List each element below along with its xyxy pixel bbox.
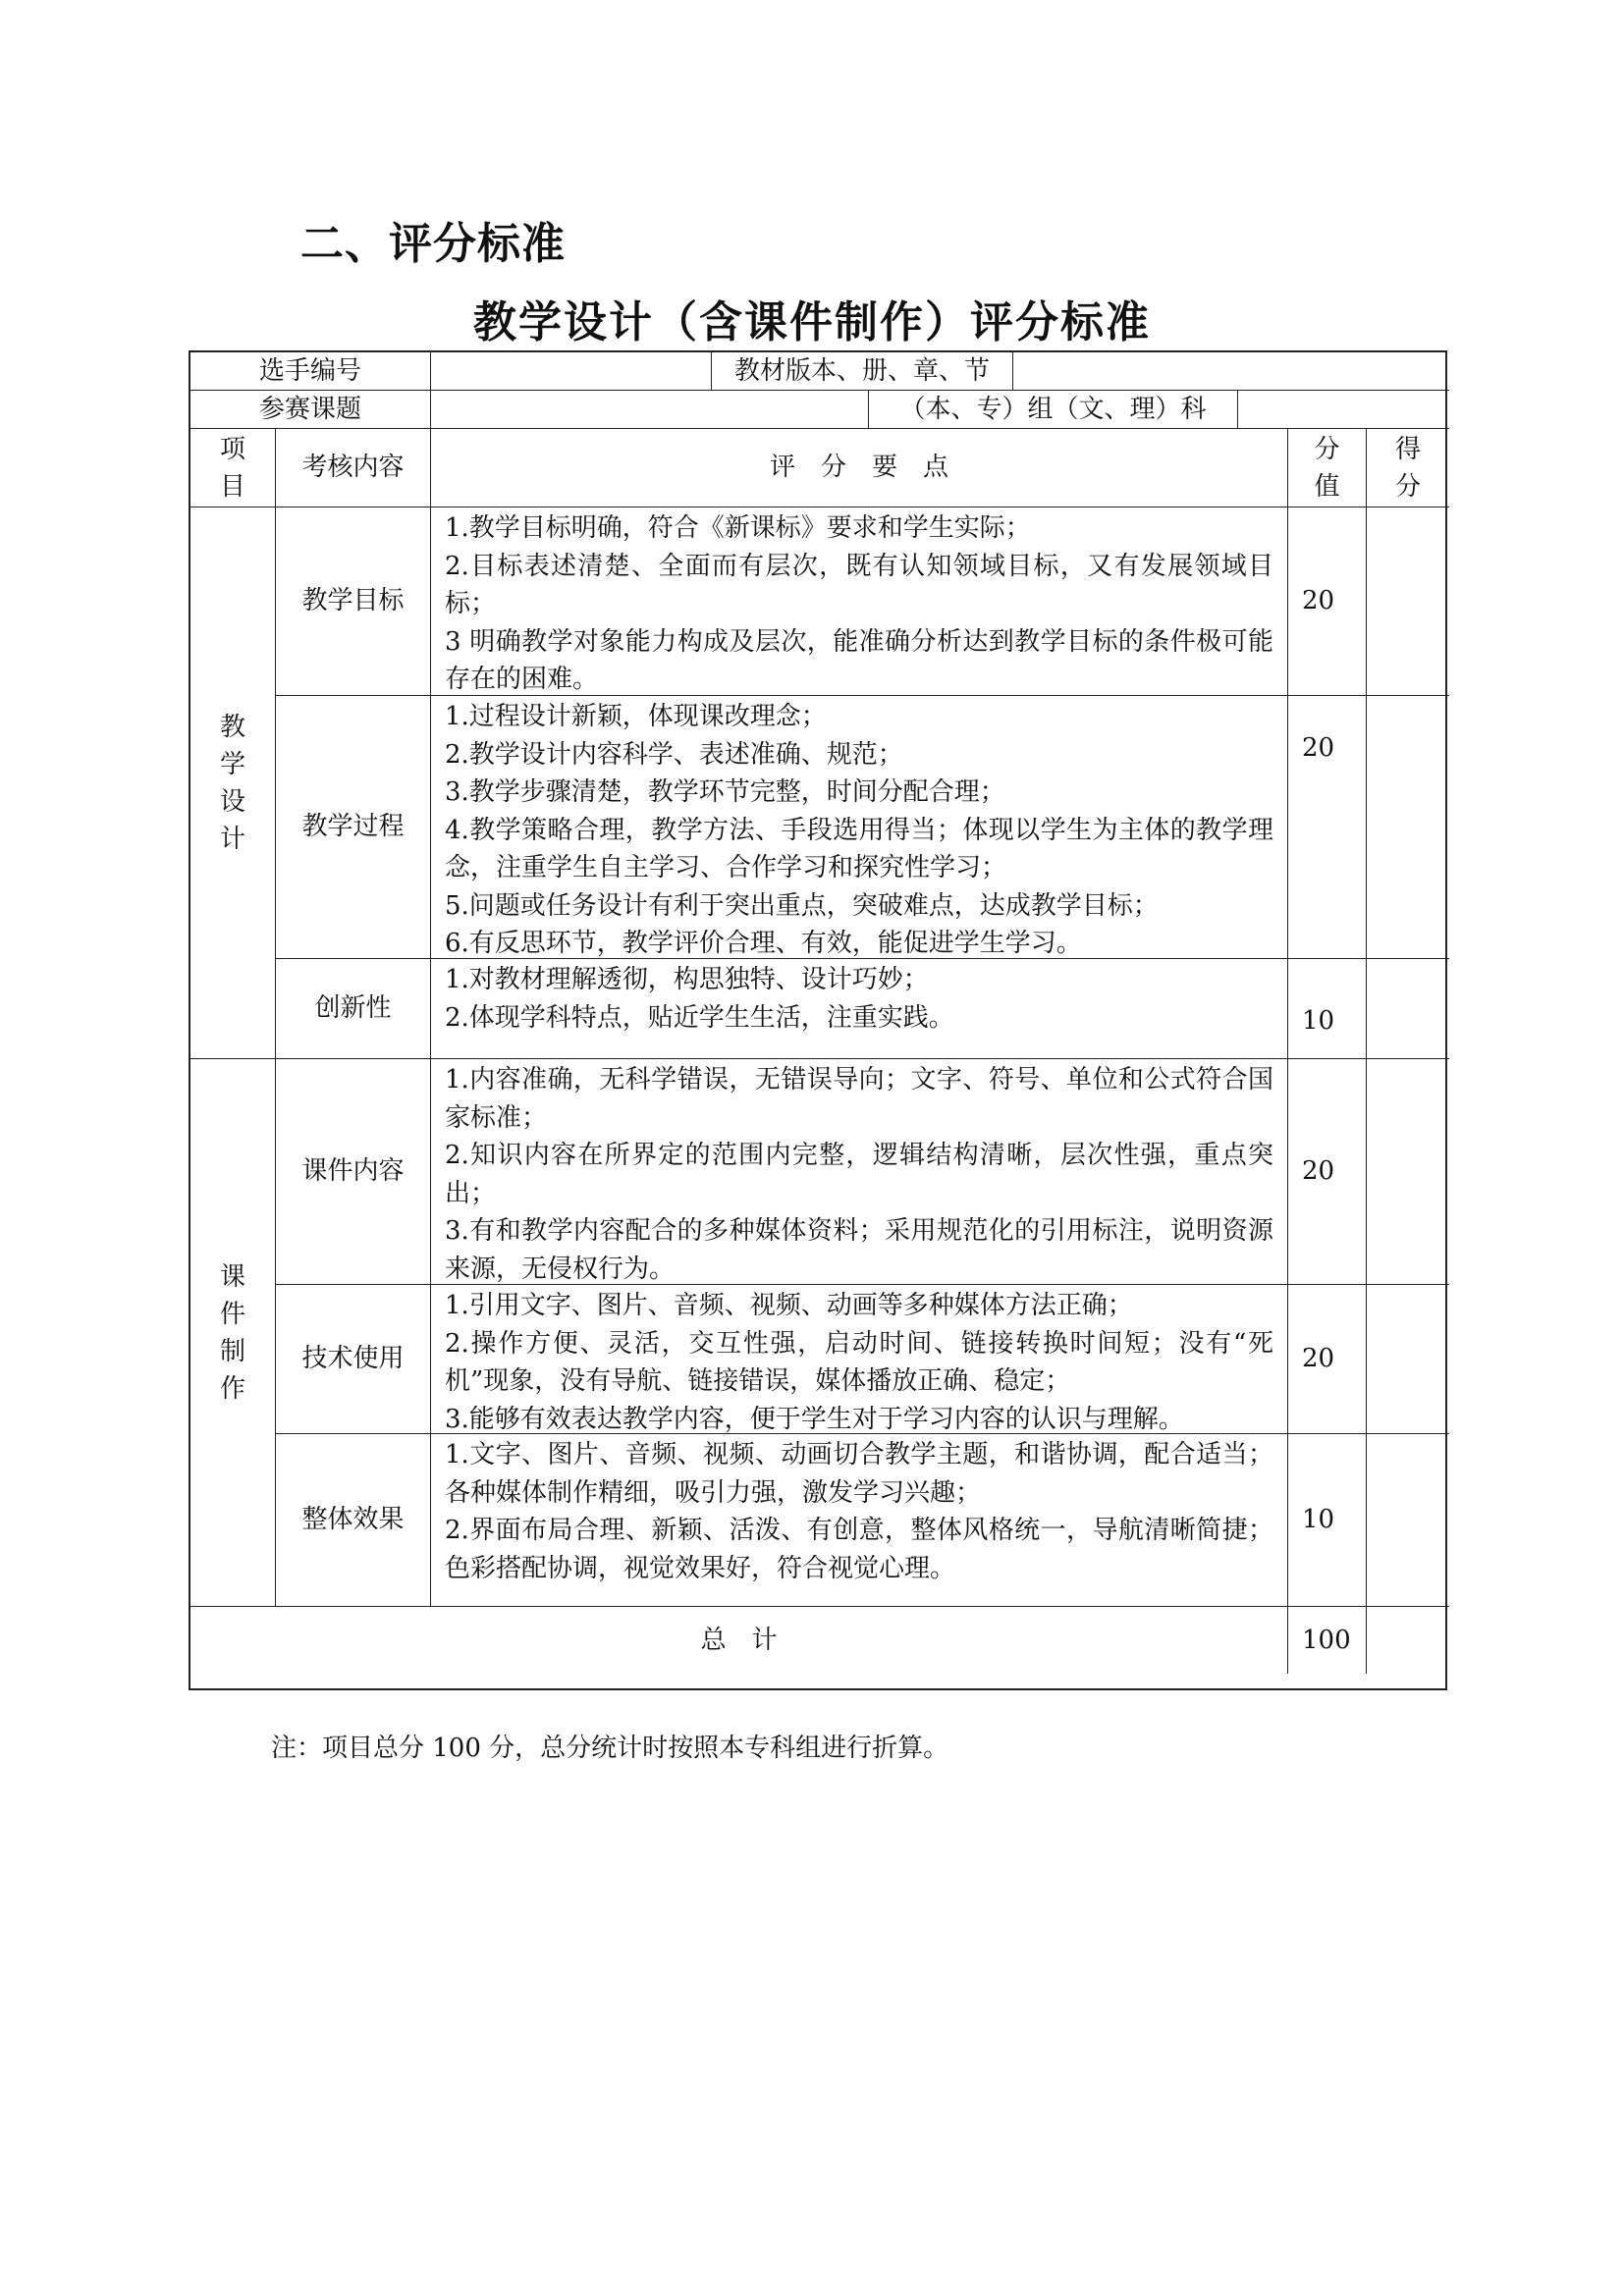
point-item: 1.内容准确，无科学错误，无错误导向；文字、符号、单位和公式符合国家标准； [445,1065,1273,1133]
textbook-label: 教材版本、册、章、节 [712,352,1013,390]
point-item: 1.文字、图片、音频、视频、动画切合教学主题，和谐协调，配合适当；各种媒体制作精细，吸引力强，激发学习兴趣； [445,1440,1273,1508]
table-title: 教学设计（含课件制作）评分标准 [473,297,1151,347]
header-content: 考核内容 [276,429,431,507]
point-item: 2.教学设计内容科学、表述准确、规范； [445,739,903,770]
total-label: 总 计 [190,1607,1288,1674]
textbook-value [1013,352,1449,390]
value-teaching-process: 20 [1288,696,1367,959]
header-points: 评 分 要 点 [431,429,1288,507]
point-item: 3.能够有效表达教学内容，便于学生对于学习内容的认识与理解。 [445,1404,1184,1434]
points-technology-use [431,1285,1288,1434]
content-overall-effect: 整体效果 [276,1434,431,1607]
header-score: 得 分 [1367,429,1449,507]
info-row-1 [431,352,1449,391]
topic-label: 参赛课题 [190,391,431,429]
section-heading: 二、评分标准 [300,219,566,269]
point-item: 2.知识内容在所界定的范围内完整，逻辑结构清晰，层次性强，重点突出； [445,1141,1273,1208]
point-item: 2.体现学科特点，贴近学生生活，注重实践。 [445,1002,954,1033]
group-label: （本、专）组（文、理）科 [869,391,1238,428]
score-overall-effect [1367,1434,1449,1607]
point-item: 2.操作方便、灵活，交互性强，启动时间、链接转换时间短；没有“死机”现象，没有导航、链接错误，媒体播放正确、稳定； [445,1328,1273,1396]
points-overall-effect [431,1434,1288,1607]
score-technology-use [1367,1285,1449,1434]
point-item: 1.对教材理解透彻，构思独特、设计巧妙； [445,965,929,994]
total-value: 100 [1288,1607,1367,1674]
value-teaching-goal: 20 [1288,507,1367,696]
point-item: 5.问题或任务设计有利于突出重点，突破难点，达成教学目标； [445,890,1159,921]
points-courseware-content [431,1059,1288,1285]
scoring-table [189,350,1447,1690]
info-row-2 [431,391,1449,429]
points-teaching-process [431,696,1288,959]
point-item: 3 明确教学对象能力构成及层次，能准确分析达到教学目标的条件极可能存在的困难。 [445,626,1273,694]
value-innovation: 10 [1288,959,1367,1059]
topic-value [431,391,869,428]
point-item: 1.过程设计新颖，体现课改理念； [445,702,827,731]
value-courseware-content: 20 [1288,1059,1367,1285]
content-innovation: 创新性 [276,959,431,1059]
score-teaching-process [1367,696,1449,959]
point-item: 2.目标表述清楚、全面而有层次，既有认知领域目标，又有发展领域目标； [445,551,1273,618]
point-item: 6.有反思环节，教学评价合理、有效，能促进学生学习。 [445,929,1082,958]
point-item: 2.界面布局合理、新颖、活泼、有创意，整体风格统一，导航清晰简捷；色彩搭配协调，视觉效果好，符合视觉心理。 [445,1516,1273,1583]
point-item: 3.教学步骤清楚，教学环节完整，时间分配合理； [445,777,1005,807]
content-teaching-goal: 教学目标 [276,507,431,696]
point-item: 3.有和教学内容配合的多种媒体资料；采用规范化的引用标注，说明资源来源，无侵权行为。 [445,1216,1273,1284]
contestant-no-value [431,352,712,390]
footnote: 注：项目总分 100 分，总分统计时按照本专科组进行折算。 [271,1734,949,1763]
point-item: 1.教学目标明确，符合《新课标》要求和学生实际； [445,513,1031,543]
contestant-no-label: 选手编号 [190,352,431,391]
total-score [1367,1607,1449,1674]
points-innovation [431,959,1288,1059]
header-item: 项 目 [190,429,276,507]
category-courseware: 课 件 制 作 [190,1059,276,1607]
category-teaching-design: 教 学 设 计 [190,507,276,1059]
value-overall-effect: 10 [1288,1434,1367,1607]
content-courseware-content: 课件内容 [276,1059,431,1285]
content-teaching-process: 教学过程 [276,696,431,959]
group-value [1238,391,1449,428]
header-value: 分 值 [1288,429,1367,507]
score-teaching-goal [1367,507,1449,696]
score-innovation [1367,959,1449,1059]
content-technology-use: 技术使用 [276,1285,431,1434]
point-item: 1.引用文字、图片、音频、视频、动画等多种媒体方法正确； [445,1291,1133,1320]
score-courseware-content [1367,1059,1449,1285]
points-teaching-goal [431,507,1288,696]
value-technology-use: 20 [1288,1285,1367,1434]
point-item: 4.教学策略合理，教学方法、手段选用得当；体现以学生为主体的教学理念，注重学生自主学习、合作学习和探究性学习； [445,815,1273,882]
